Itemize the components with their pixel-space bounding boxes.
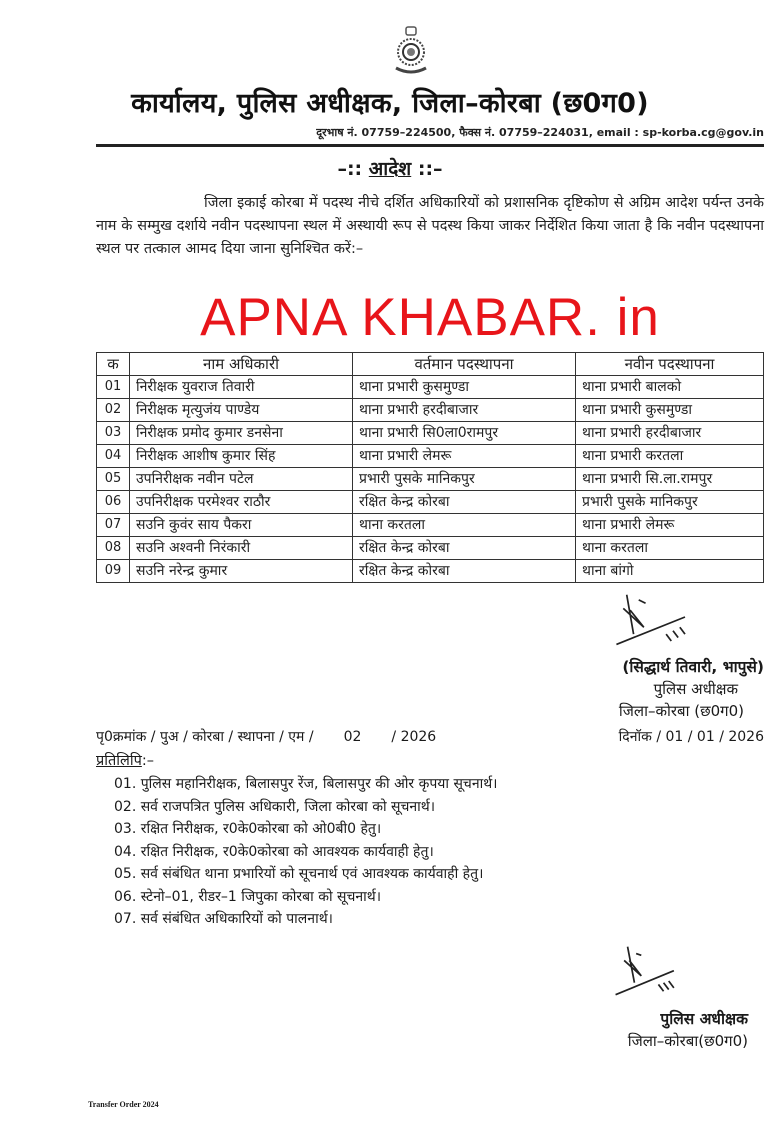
office-title: कार्यालय, पुलिस अधीक्षक, जिला–कोरबा (छ0ग0) — [131, 88, 649, 119]
row-current-posting: थाना प्रभारी लेमरू — [353, 445, 576, 468]
row-current-posting: रक्षित केन्द्र कोरबा — [353, 491, 576, 514]
order-date: दिनॉक / 01 / 01 / 2026 — [618, 729, 764, 745]
signatory-designation: पुलिस अधीक्षक — [653, 680, 738, 698]
intro-paragraph: जिला इकाई कोरबा में पदस्थ नीचे दर्शित अधिकारियों को प्रशासनिक दृष्टिकोण से अग्रिम आदेश पर्यन्त उनके नाम के सम्मुख दर्शाये नवीन पदस्थापना स्थल में अस्थायी रूप से पदस्थ किया जाकर निर्देशित किया जाता है कि नवीन पदस्थापना स्थल पर तत्काल आमद दिया जाना सुनिश्चित करें:– — [96, 195, 764, 257]
row-officer-name: निरीक्षक मृत्युजंय पाण्डेय — [130, 399, 353, 422]
row-sn: 09 — [97, 560, 130, 583]
table-row — [97, 376, 764, 399]
row-current-posting: प्रभारी पुसके मानिकपुर — [353, 468, 576, 491]
header-divider — [96, 144, 764, 147]
row-current-posting: थाना प्रभारी हरदीबाजार — [353, 399, 576, 422]
col-new-header: नवीन पदस्थापना — [576, 353, 764, 376]
police-emblem-icon — [392, 26, 430, 78]
row-officer-name: निरीक्षक प्रमोद कुमार डनसेना — [130, 422, 353, 445]
row-sn: 07 — [97, 514, 130, 537]
row-sn: 02 — [97, 399, 130, 422]
row-officer-name: निरीक्षक युवराज तिवारी — [130, 376, 353, 399]
copy-label-text: प्रतिलिपि — [96, 753, 142, 769]
ref-number: 02 — [343, 729, 362, 745]
row-sn: 01 — [97, 376, 130, 399]
row-new-posting: थाना प्रभारी कुसमुण्डा — [576, 399, 764, 422]
row-new-posting: थाना प्रभारी हरदीबाजार — [576, 422, 764, 445]
copy-list-item: 02. सर्व राजपत्रित पुलिस अधिकारी, जिला कोरबा को सूचनार्थ। — [114, 798, 436, 815]
table-body — [97, 376, 764, 583]
row-sn: 04 — [97, 445, 130, 468]
row-officer-name: सउनि कुवंर साय पैकरा — [130, 514, 353, 537]
contact-line: दूरभाष नं. 07759–224500, फैक्स नं. 07759–224031, email : sp-korba.cg@gov.in — [316, 126, 764, 139]
heading-suffix: ::– — [417, 158, 443, 180]
table-row — [97, 514, 764, 537]
row-sn: 06 — [97, 491, 130, 514]
row-sn: 05 — [97, 468, 130, 491]
table-row — [97, 560, 764, 583]
transfer-table — [96, 352, 764, 583]
table-row — [97, 399, 764, 422]
signature-icon — [604, 945, 694, 1005]
footer-note: Transfer Order 2024 — [88, 1100, 159, 1109]
table-row — [97, 422, 764, 445]
row-new-posting: थाना प्रभारी लेमरू — [576, 514, 764, 537]
row-officer-name: उपनिरीक्षक नवीन पटेल — [130, 468, 353, 491]
row-officer-name: उपनिरीक्षक परमेश्वर राठौर — [130, 491, 353, 514]
table-row — [97, 468, 764, 491]
row-new-posting: थाना करतला — [576, 537, 764, 560]
row-current-posting: थाना प्रभारी कुसमुण्डा — [353, 376, 576, 399]
table-header-row — [97, 353, 764, 376]
table-row — [97, 491, 764, 514]
ref-prefix: पृ0क्रमांक / पुअ / कोरबा / स्थापना / एम / — [96, 729, 314, 745]
copy-list-item: 04. रक्षित निरीक्षक, र0के0कोरबा को आवश्यक कार्यवाही हेतु। — [114, 843, 434, 860]
col-current-header: वर्तमान पदस्थापना — [353, 353, 576, 376]
ref-year: / 2026 — [391, 729, 437, 745]
copy-list-item: 05. सर्व संबंधित थाना प्रभारियों को सूचनार्थ एवं आवश्यक कार्यवाही हेतु। — [114, 866, 484, 882]
row-new-posting: थाना प्रभारी सि.ला.रामपुर — [576, 468, 764, 491]
copy-list-item: 06. स्टेनो–01, रीडर–1 जिपुका कोरबा को सूचनार्थ। — [114, 888, 382, 905]
heading-text: आदेश — [368, 158, 412, 180]
row-sn: 03 — [97, 422, 130, 445]
row-current-posting: रक्षित केन्द्र कोरबा — [353, 537, 576, 560]
row-current-posting: थाना करतला — [353, 514, 576, 537]
row-officer-name: निरीक्षक आशीष कुमार सिंह — [130, 445, 353, 468]
row-current-posting: रक्षित केन्द्र कोरबा — [353, 560, 576, 583]
row-new-posting: थाना बांगो — [576, 560, 764, 583]
copy-list-item: 07. सर्व संबंधित अधिकारियों को पालनार्थ। — [114, 911, 333, 927]
copy-list-item: 01. पुलिस महानिरीक्षक, बिलासपुर रेंज, बिलासपुर की ओर कृपया सूचनार्थ। — [114, 776, 498, 792]
reference-number — [96, 727, 526, 747]
sp-designation: पुलिस अधीक्षक — [660, 1010, 748, 1028]
col-sn-header: क — [97, 353, 130, 376]
heading-prefix: –:: — [337, 158, 363, 180]
watermark: APNA KHABAR. in — [200, 288, 660, 347]
row-current-posting: थाना प्रभारी सि0ला0रामपुर — [353, 422, 576, 445]
row-sn: 08 — [97, 537, 130, 560]
signatory-name: (सिद्धार्थ तिवारी, भापुसे) — [622, 658, 764, 676]
row-officer-name: सउनि नरेन्द्र कुमार — [130, 560, 353, 583]
col-name-header: नाम अधिकारी — [130, 353, 353, 376]
copy-label — [96, 751, 154, 771]
sp-district: जिला–कोरबा(छ0ग0) — [627, 1032, 748, 1050]
table-row — [97, 537, 764, 560]
row-new-posting: प्रभारी पुसके मानिकपुर — [576, 491, 764, 514]
copy-list — [114, 773, 754, 931]
signatory-district: जिला–कोरबा (छ0ग0) — [618, 702, 744, 720]
copy-label-suffix: :– — [141, 753, 154, 769]
copy-list-item: 03. रक्षित निरीक्षक, र0के0कोरबा को ओ0बी0 हेतु। — [114, 821, 382, 837]
row-officer-name: सउनि अश्वनी निरंकारी — [130, 537, 353, 560]
order-heading — [0, 156, 780, 182]
signature-icon — [600, 593, 710, 653]
row-new-posting: थाना प्रभारी करतला — [576, 445, 764, 468]
row-new-posting: थाना प्रभारी बालको — [576, 376, 764, 399]
table-row — [97, 445, 764, 468]
